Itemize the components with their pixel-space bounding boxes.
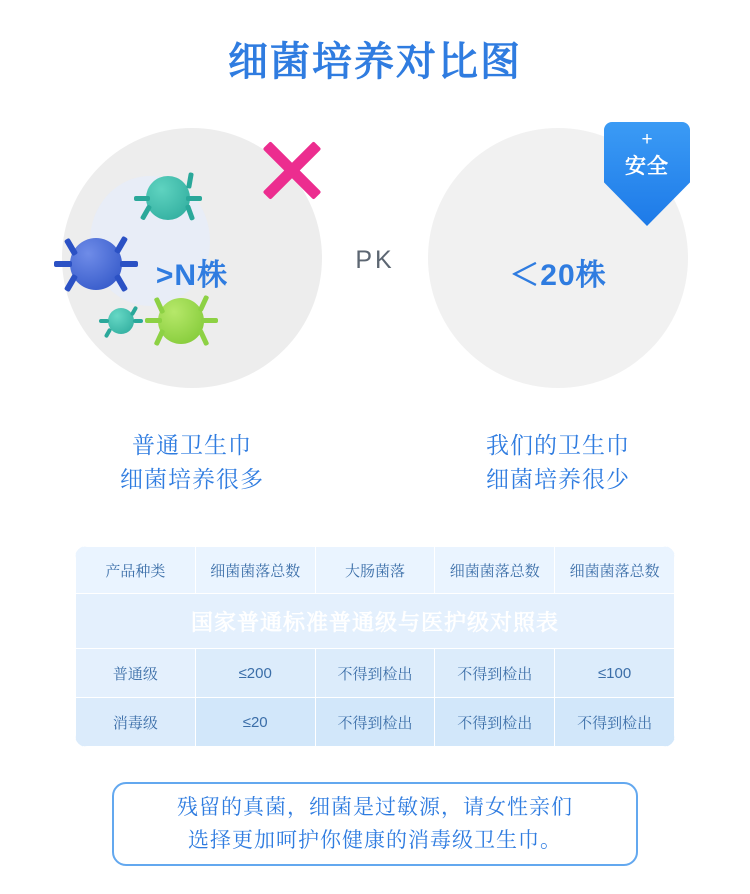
note-line2: 选择更加呵护你健康的消毒级卫生巾。 bbox=[188, 829, 562, 852]
ordinary-caption bbox=[42, 428, 342, 496]
table-cell: 不得到检出 bbox=[435, 698, 555, 747]
standards-table bbox=[75, 546, 675, 747]
cross-icon bbox=[252, 130, 332, 210]
our-caption bbox=[408, 428, 708, 496]
germ-spike bbox=[130, 306, 138, 317]
germ-spike bbox=[201, 318, 218, 323]
ordinary-caption-line2: 细菌培养很多 bbox=[120, 466, 264, 492]
table-cell: 不得到检出 bbox=[315, 698, 435, 747]
ordinary-caption-line1: 普通卫生巾 bbox=[132, 432, 252, 458]
table-col-header: 细菌菌落总数 bbox=[435, 547, 555, 594]
our-count-label: ＜20株 bbox=[509, 259, 607, 292]
table-cell: 不得到检出 bbox=[435, 649, 555, 698]
germ-spike bbox=[104, 328, 112, 339]
page-title: 细菌培养对比图 bbox=[228, 40, 522, 84]
table-title-row bbox=[76, 594, 675, 649]
table-cell: 普通级 bbox=[76, 649, 196, 698]
our-caption-line2: 细菌培养很少 bbox=[486, 466, 630, 492]
germ-spike bbox=[145, 318, 162, 323]
germ-spike bbox=[186, 172, 194, 189]
germ-spike bbox=[133, 319, 143, 323]
shield-icon bbox=[604, 122, 690, 226]
table-col-header: 细菌菌落总数 bbox=[195, 547, 315, 594]
table-row bbox=[76, 649, 675, 698]
germ-icon bbox=[146, 176, 190, 220]
germ-spike bbox=[198, 329, 210, 347]
table-header-row bbox=[76, 547, 675, 594]
note-line1: 残留的真菌，细菌是过敏源，请女性亲们 bbox=[177, 796, 573, 819]
table-row bbox=[76, 698, 675, 747]
table-title: 国家普通标准普通级与医护级对照表 bbox=[76, 594, 675, 649]
table-cell: 不得到检出 bbox=[555, 698, 675, 747]
shield-plus-label: + bbox=[641, 129, 653, 150]
note-box bbox=[112, 782, 638, 866]
table-cell: ≤20 bbox=[195, 698, 315, 747]
table-col-header: 产品种类 bbox=[76, 547, 196, 594]
shield-safe-label: 安全 bbox=[625, 155, 669, 178]
ordinary-count-label: >N株 bbox=[155, 259, 229, 292]
germ-spike bbox=[134, 196, 150, 201]
pk-label: PK bbox=[355, 246, 395, 274]
table-cell: ≤200 bbox=[195, 649, 315, 698]
table-col-header: 大肠菌落 bbox=[315, 547, 435, 594]
germ-icon bbox=[158, 298, 204, 344]
germ-icon bbox=[108, 308, 134, 334]
germ-spike bbox=[99, 319, 109, 323]
germ-spike bbox=[154, 329, 166, 347]
table-col-header: 细菌菌落总数 bbox=[555, 547, 675, 594]
table-cell: 消毒级 bbox=[76, 698, 196, 747]
germ-spike bbox=[186, 196, 202, 201]
germ-spike bbox=[198, 295, 210, 313]
table-cell: ≤100 bbox=[555, 649, 675, 698]
our-caption-line1: 我们的卫生巾 bbox=[486, 432, 630, 458]
table-cell: 不得到检出 bbox=[315, 649, 435, 698]
